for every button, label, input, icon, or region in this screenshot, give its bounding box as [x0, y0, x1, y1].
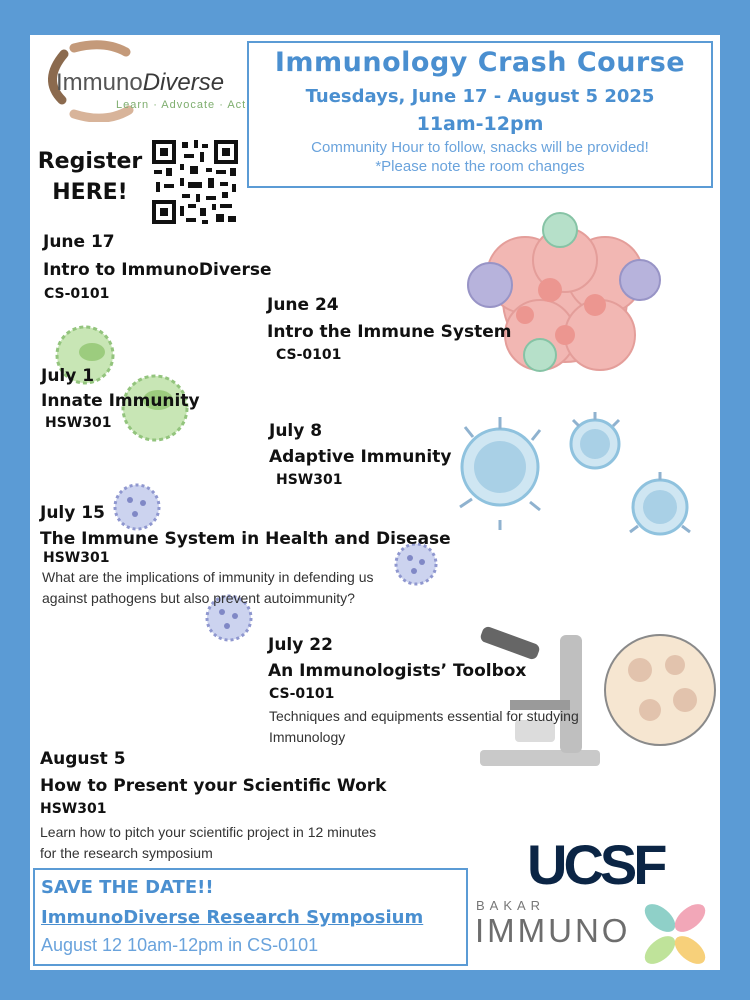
course-time: 11am-12pm: [416, 113, 544, 135]
session-date: August 5: [40, 749, 126, 769]
course-title: Immunology Crash Course: [274, 47, 686, 78]
session-june-24: [267, 295, 511, 363]
session-date: June 17: [43, 232, 115, 252]
course-dates: Tuesdays, June 17 - August 5 2025: [305, 86, 655, 107]
session-july-1: [41, 366, 200, 431]
qr-code-icon[interactable]: [150, 138, 240, 226]
session-title: How to Present your Scientific Work: [40, 776, 387, 796]
session-room: CS-0101: [269, 686, 335, 702]
session-july-15: [40, 503, 451, 609]
save-the-date-heading: SAVE THE DATE!!: [41, 877, 214, 898]
session-june-17: [43, 232, 271, 302]
session-description: Learn how to pitch your scientific project in 12 minutes for the research symposium: [40, 824, 377, 861]
community-hour-note: Community Hour to follow, snacks will be provided!: [311, 139, 649, 156]
session-date: July 22: [268, 635, 333, 655]
session-july-22: [268, 635, 579, 748]
session-room: HSW301: [276, 472, 343, 488]
session-room: HSW301: [43, 550, 110, 566]
bakar-immuno-flower-icon: [640, 900, 710, 968]
session-room: CS-0101: [276, 347, 342, 363]
logo-wordmark: ImmunoDiverse: [56, 69, 225, 96]
ucsf-logo: UCSF: [527, 833, 664, 896]
session-date: July 15: [40, 503, 105, 523]
session-description: What are the implications of immunity in defending us against pathogens but also prevent autoimmunity?: [42, 569, 374, 606]
session-august-5: [40, 749, 386, 864]
course-header: [247, 41, 713, 188]
session-title: Adaptive Immunity: [269, 447, 452, 467]
session-title: Intro the Immune System: [267, 322, 512, 342]
session-room: HSW301: [45, 415, 112, 431]
register-label: Register HERE!: [37, 149, 143, 205]
session-date: July 8: [269, 421, 323, 441]
session-title: An Immunologists’ Toolbox: [268, 661, 527, 681]
room-change-note: *Please note the room changes: [375, 158, 585, 175]
session-description: Techniques and equipments essential for studying Immunology: [269, 708, 579, 745]
symposium-details: August 12 10am-12pm in CS-0101: [41, 935, 319, 955]
session-title: The Immune System in Health and Disease: [40, 529, 451, 549]
session-room: HSW301: [40, 801, 107, 817]
session-title: Intro to ImmunoDiverse: [43, 260, 272, 280]
session-title: Innate Immunity: [41, 391, 200, 411]
symposium-link[interactable]: ImmunoDiverse Research Symposium: [41, 907, 424, 928]
session-room: CS-0101: [44, 286, 110, 302]
logo-tagline: Learn · Advocate · Act: [116, 99, 247, 111]
bakar-label: BAKAR: [476, 898, 546, 913]
save-the-date-box: [33, 868, 468, 966]
session-date: June 24: [267, 295, 339, 315]
adaptive-cells-illustration: [455, 412, 695, 552]
session-date: July 1: [41, 366, 95, 386]
immuno-label: IMMUNO: [475, 912, 631, 949]
session-july-8: [269, 421, 451, 488]
